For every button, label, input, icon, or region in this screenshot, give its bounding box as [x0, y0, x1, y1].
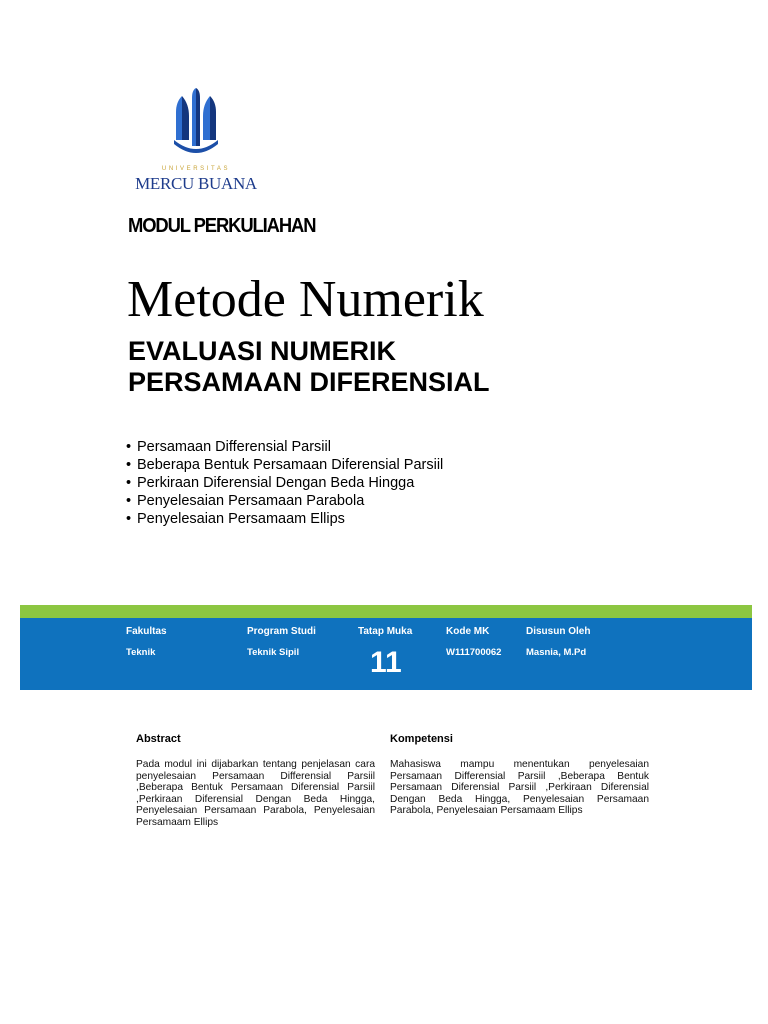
disusun-oleh-label: Disusun Oleh: [526, 626, 591, 637]
kode-mk-value: W111700062: [446, 647, 502, 658]
subtitle: [128, 336, 490, 398]
fakultas-value: Teknik: [126, 647, 156, 658]
topic-item: • Persamaan Differensial Parsiil: [126, 438, 443, 456]
abstract-body: Pada modul ini dijabarkan tentang penjelasan cara penyelesaian Persamaan Differensial Parsiil ,Beberapa Bentuk Persamaan Diferensial Parsiil ,Perkiraan Diferensial Dengan Beda Hingga, Penyelesaian Persamaan Parabola, Penyelesaian Persamaam Ellips: [136, 759, 375, 828]
subtitle-line-2: PERSAMAAN DIFERENSIAL: [128, 367, 490, 397]
university-logo: [128, 88, 264, 196]
logo-university-name: MERCU BUANA: [135, 174, 257, 193]
kompetensi-heading: Kompetensi: [390, 733, 453, 745]
page-title: Metode Numerik: [127, 271, 484, 328]
logo-tower-icon: [128, 88, 264, 168]
topic-item: • Perkiraan Diferensial Dengan Beda Hingga: [126, 474, 443, 492]
info-bar-accent: [20, 605, 752, 618]
tatap-muka-value: 11: [370, 646, 402, 679]
topic-item: • Penyelesaian Persamaan Parabola: [126, 492, 443, 510]
disusun-oleh-value: Masnia, M.Pd: [526, 647, 587, 658]
topic-item: • Beberapa Bentuk Persamaan Diferensial Parsiil: [126, 456, 443, 474]
kompetensi-body: Mahasiswa mampu menentukan penyelesaian Persamaan Differensial Parsiil ,Beberapa Bentuk Persamaan Diferensial Parsiil ,Perkiraan Diferensial Dengan Beda Hingga, Penyelesaian Persamaan Parabola, Penyelesaian Persamaam Ellips: [390, 759, 649, 817]
topic-item: • Penyelesaian Persamaam Ellips: [126, 510, 443, 528]
tatap-muka-label: Tatap Muka: [358, 626, 413, 637]
abstract-heading: Abstract: [136, 733, 181, 745]
topic-list: [126, 438, 443, 528]
logo-university-label: UNIVERSITAS: [161, 166, 231, 172]
modul-label: MODUL PERKULIAHAN: [128, 215, 316, 237]
fakultas-label: Fakultas: [126, 626, 167, 637]
info-bar: [20, 618, 752, 690]
kode-mk-label: Kode MK: [446, 626, 490, 637]
program-studi-label: Program Studi: [247, 626, 316, 637]
program-studi-value: Teknik Sipil: [247, 647, 300, 658]
subtitle-line-1: EVALUASI NUMERIK: [128, 336, 397, 366]
